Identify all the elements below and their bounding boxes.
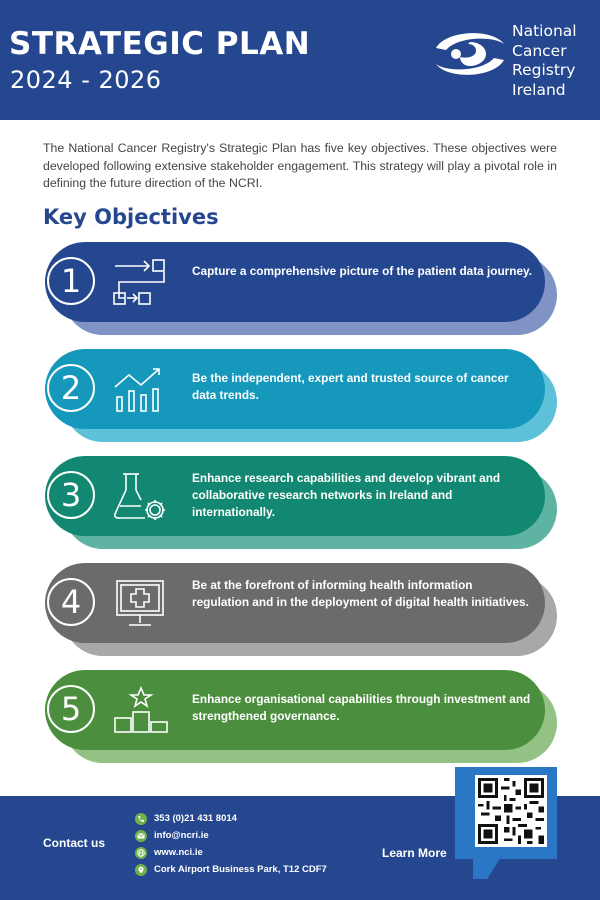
objective-number: 5 (47, 685, 95, 733)
page-title: STRATEGIC PLAN (9, 26, 311, 62)
qr-callout[interactable] (455, 767, 557, 883)
qr-bubble-tail (473, 857, 501, 879)
objective-number: 3 (47, 471, 95, 519)
trend-chart-icon (111, 363, 173, 417)
objective-card-5 (45, 670, 557, 766)
objective-card-2 (45, 349, 557, 445)
section-heading: Key Objectives (43, 205, 219, 229)
objective-card-body (45, 349, 545, 429)
objective-card-body (45, 242, 545, 322)
process-flow-icon (111, 256, 173, 310)
plan-years: 2024 - 2026 (10, 66, 162, 94)
location-pin-icon (135, 864, 147, 876)
objective-text: Be the independent, expert and trusted source of cancer data trends. (192, 371, 509, 402)
contact-address: Cork Airport Business Park, T12 CDF7 (135, 861, 327, 878)
objective-card-3 (45, 456, 557, 552)
contact-website[interactable]: www.nci.ie (135, 844, 327, 861)
ncri-logo (432, 22, 592, 98)
contact-list (135, 810, 327, 878)
objective-text: Enhance research capabilities and develop vibrant and collaborative research networks in Ireland and internationally. (192, 471, 501, 519)
objective-card-body (45, 563, 545, 643)
objective-text: Be at the forefront of informing health information regulation and in the deployment of digital health initiatives. (192, 578, 529, 609)
globe-icon (135, 847, 147, 859)
contact-email[interactable]: info@ncri.ie (135, 827, 327, 844)
email-icon (135, 830, 147, 842)
objective-card-1 (45, 242, 557, 338)
ncri-logo-icon (432, 26, 508, 82)
objective-card-body (45, 456, 545, 536)
objective-number: 4 (47, 578, 95, 626)
lab-flask-gear-icon (111, 470, 173, 524)
contact-label: Contact us (43, 836, 106, 850)
monitor-health-cross-icon (111, 577, 173, 631)
objective-text: Capture a comprehensive picture of the patient data journey. (192, 264, 532, 278)
intro-paragraph: The National Cancer Registry's Strategic Plan has five key objectives. These objectives were developed following extensive stakeholder engagement. This strategy will play a pivotal role in defining the future direction of the NCRI. (43, 141, 557, 190)
qr-code-icon[interactable] (475, 775, 547, 847)
objective-text: Enhance organisational capabilities through investment and strengthened governance. (192, 692, 531, 723)
objective-card-4 (45, 563, 557, 659)
contact-phone[interactable]: 353 (0)21 431 8014 (135, 810, 327, 827)
podium-star-icon (111, 684, 173, 738)
learn-more-label[interactable]: Learn More (382, 846, 447, 860)
objective-number: 2 (47, 364, 95, 412)
objective-card-body (45, 670, 545, 750)
header-banner (0, 0, 600, 120)
objective-number: 1 (47, 257, 95, 305)
ncri-logo-text: National Cancer Registry Ireland (512, 22, 577, 99)
phone-icon (135, 813, 147, 825)
